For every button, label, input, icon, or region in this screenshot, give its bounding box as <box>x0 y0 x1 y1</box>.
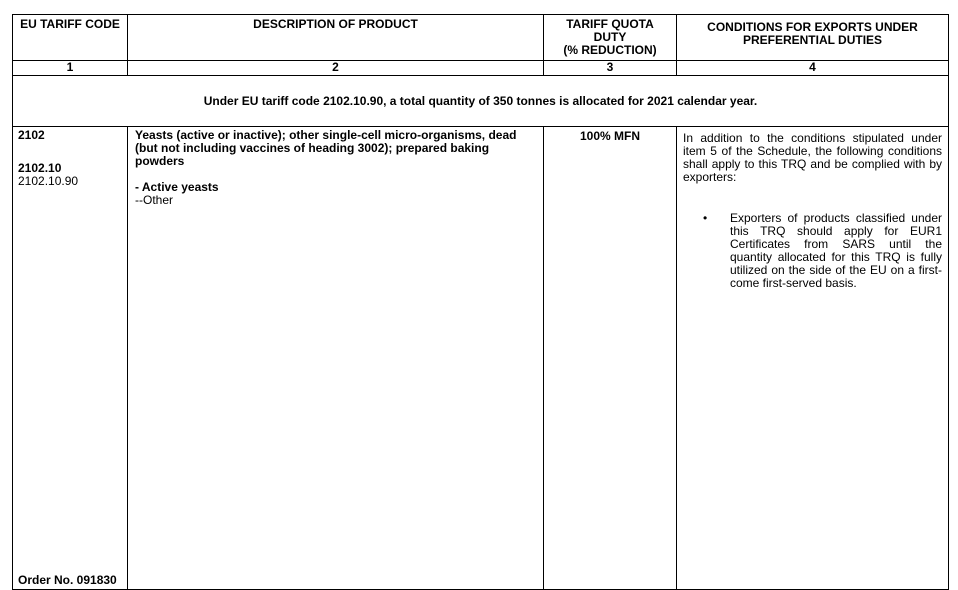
description-main: Yeasts (active or inactive); other single-cell micro-organisms, dead (but not including vaccines of heading 3002); prepared baking powders <box>135 128 517 168</box>
header-tariff-quota-line1: TARIFF QUOTA <box>566 17 654 31</box>
header-conditions-for-exports <box>677 15 949 61</box>
tariff-schedule-page <box>12 14 948 587</box>
header-conditions-line2: PREFERENTIAL DUTIES <box>742 33 883 47</box>
table-header-row <box>13 15 949 61</box>
header-eu-tariff-code: EU TARIFF CODE <box>13 15 128 61</box>
conditions-bullet-item <box>683 212 942 290</box>
tariff-code-sub: 2102.10 <box>18 161 62 175</box>
quota-duty-cell <box>544 127 677 590</box>
order-number: Order No. 091830 <box>18 573 117 587</box>
header-tariff-quota-line2: DUTY <box>593 30 627 44</box>
bullet-icon: • <box>703 211 708 225</box>
column-number-1: 1 <box>13 61 128 76</box>
allocation-note: Under EU tariff code 2102.10.90, a total quantity of 350 tonnes is allocated for 2021 calendar year. <box>13 76 949 127</box>
header-conditions-line1: CONDITIONS FOR EXPORTS UNDER <box>707 20 918 34</box>
quota-duty-value: 100% MFN <box>579 129 641 143</box>
column-number-2: 2 <box>128 61 544 76</box>
column-number-row <box>13 61 949 76</box>
description-cell <box>128 127 544 590</box>
description-other: --Other <box>135 193 174 207</box>
conditions-bullet-text: Exporters of products classified under this TRQ should apply for EUR1 Certificates from SARS until the quantity allocated for this TRQ is fully utilized on the side of the EU on a first-come first-served basis. <box>730 211 942 290</box>
tariff-code-heading: 2102 <box>18 128 45 142</box>
header-tariff-quota-duty <box>544 15 677 61</box>
column-number-3: 3 <box>544 61 677 76</box>
header-tariff-quota-line3: (% REDUCTION) <box>563 43 657 57</box>
header-description-of-product: DESCRIPTION OF PRODUCT <box>128 15 544 61</box>
column-number-4: 4 <box>677 61 949 76</box>
conditions-intro: In addition to the conditions stipulated under item 5 of the Schedule, the following conditions shall apply to this TRQ and be complied with by exporters: <box>683 131 942 184</box>
description-sub: - Active yeasts <box>135 180 219 194</box>
table-row <box>13 127 949 590</box>
allocation-row <box>13 76 949 127</box>
tariff-code-cell <box>13 127 128 590</box>
tariff-quota-table <box>12 14 949 590</box>
conditions-cell <box>677 127 949 590</box>
tariff-code-detail: 2102.10.90 <box>18 174 79 188</box>
